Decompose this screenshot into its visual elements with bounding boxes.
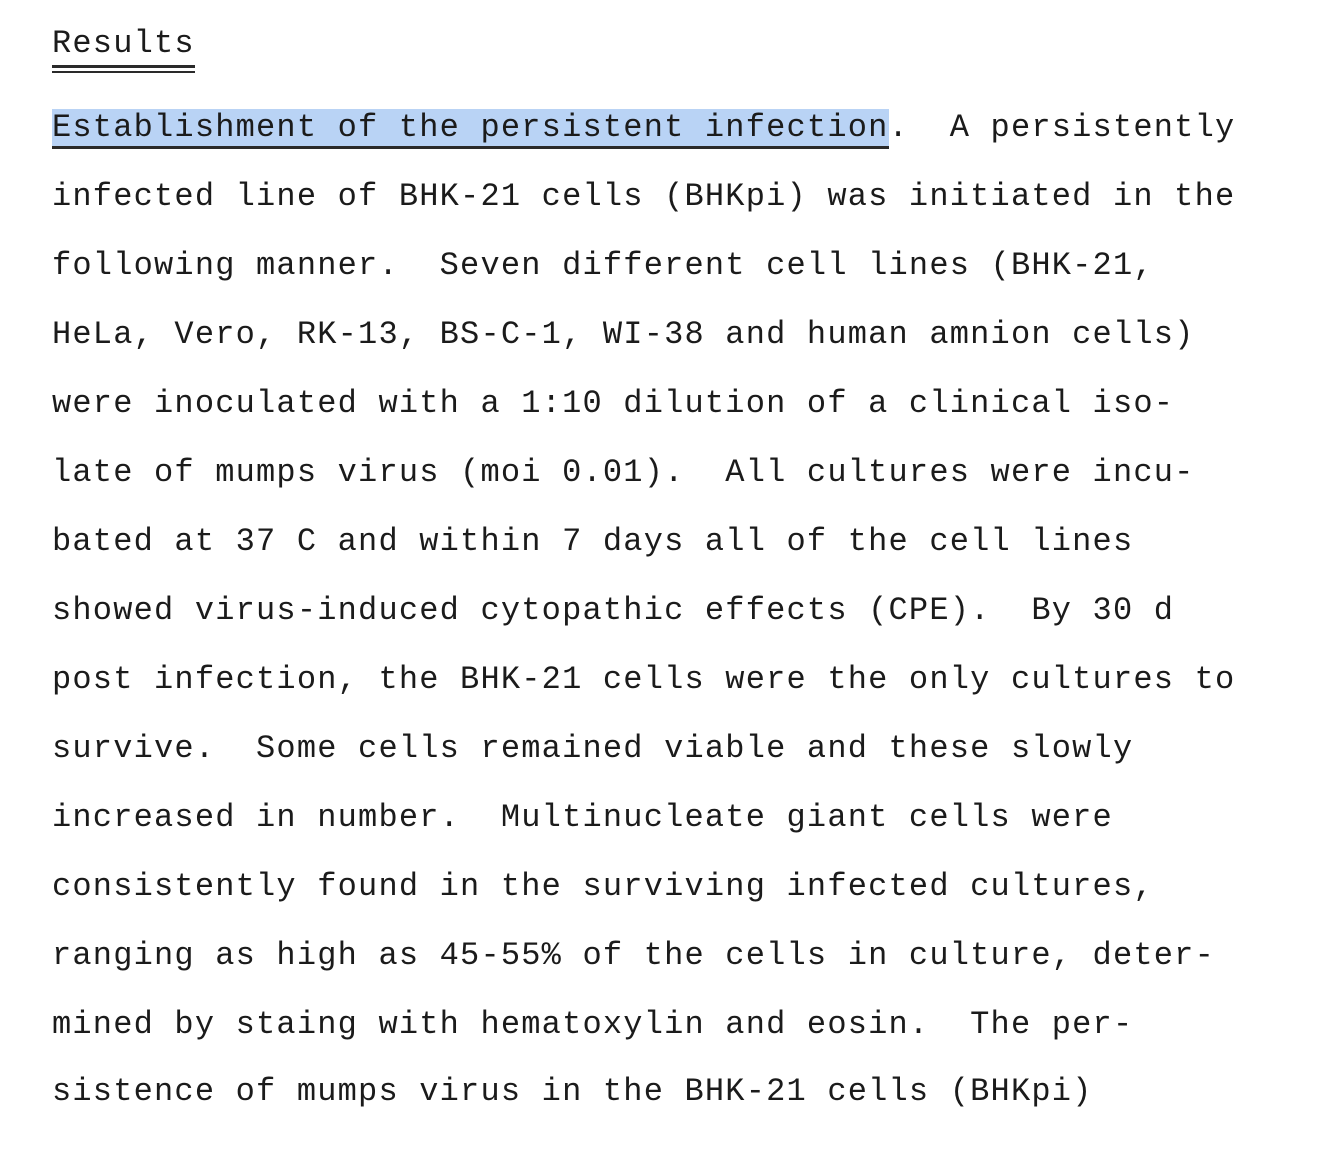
paragraph-line-15: sistence of mumps virus in the BHK-21 cells (BHKpi)	[52, 1073, 1093, 1110]
paragraph-line-7: bated at 37 C and within 7 days all of the cell lines	[52, 523, 1134, 560]
paragraph-line-2: infected line of BHK-21 cells (BHKpi) was initiated in the	[52, 178, 1236, 215]
paragraph-line-5: were inoculated with a 1:10 dilution of a clinical iso-	[52, 385, 1175, 422]
highlighted-subheading: Establishment of the persistent infection	[52, 109, 889, 149]
paragraph-line-6: late of mumps virus (moi 0.01). All cultures were incu-	[52, 454, 1195, 491]
paragraph-line-13: ranging as high as 45-55% of the cells in culture, deter-	[52, 937, 1215, 974]
section-heading: Results	[52, 24, 195, 68]
paragraph-line-14: mined by staing with hematoxylin and eosin. The per-	[52, 1006, 1134, 1043]
paragraph-line-1	[52, 108, 1235, 148]
line-text: . A persistently	[888, 109, 1236, 146]
paragraph-line-12: consistently found in the surviving infected cultures,	[52, 868, 1154, 905]
paragraph-line-4: HeLa, Vero, RK-13, BS-C-1, WI-38 and human amnion cells)	[52, 316, 1195, 353]
paragraph-line-9: post infection, the BHK-21 cells were the only cultures to	[52, 661, 1236, 698]
paragraph-line-11: increased in number. Multinucleate giant cells were	[52, 799, 1113, 836]
paragraph-line-10: survive. Some cells remained viable and these slowly	[52, 730, 1134, 767]
paragraph-line-8: showed virus-induced cytopathic effects (CPE). By 30 d	[52, 592, 1175, 629]
paragraph-line-3: following manner. Seven different cell lines (BHK-21,	[52, 247, 1154, 284]
